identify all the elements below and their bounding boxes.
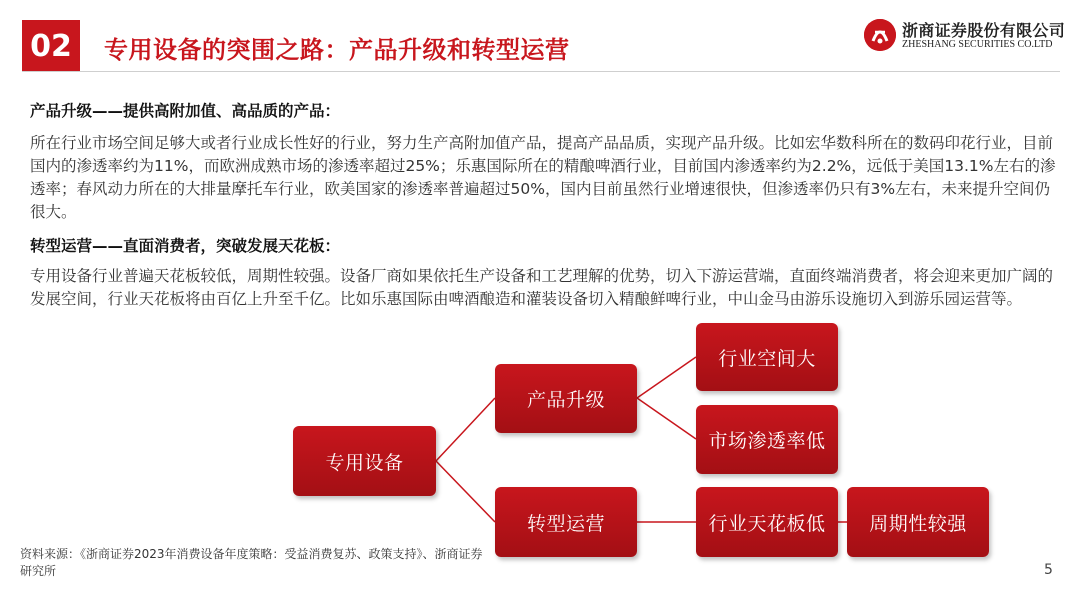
node-large-market: 行业空间大: [696, 323, 838, 391]
subtitle-product-upgrade: 产品升级——提供高附加值、高品质的产品：: [30, 102, 341, 120]
node-transformation-operation: 转型运营: [495, 487, 637, 557]
source-note: 资料来源：《浙商证券2023年消费设备年度策略：受益消费复苏、政策支持》、浙商证券研究所: [20, 547, 483, 578]
connector-root-branch2: [436, 461, 495, 522]
section-number: 02: [22, 20, 80, 72]
company-name-cn: 浙商证券股份有限公司: [902, 21, 1066, 40]
connector-root-branch1: [436, 398, 495, 461]
node-low-penetration: 市场渗透率低: [696, 405, 838, 474]
node-low-ceiling: 行业天花板低: [696, 487, 838, 557]
page-number: 5: [1044, 562, 1053, 578]
connector-branch1-leaf1: [637, 357, 696, 398]
page-title: 专用设备的突围之路：产品升级和转型运营: [104, 36, 570, 64]
paragraph-product-upgrade: 所在行业市场空间足够大或者行业成长性好的行业，努力生产高附加值产品，提高产品品质，实现产品升级。比如宏华数科所在的数码印花行业，目前国内的渗透率约为11%，而欧洲成熟市场的渗透率超过25%；乐惠国际所在的精酿啤酒行业，目前国内渗透率约为2.2%，远低于美国13.1%左右的渗透率；春风动力所在的大排量摩托车行业，欧美国家的渗透率普遍超过50%，国内目前虽然行业增速很快，但渗透率仍只有3%左右，未来提升空间仍很大。: [30, 134, 1056, 221]
connector-branch1-leaf2: [637, 398, 696, 439]
node-product-upgrade: 产品升级: [495, 364, 637, 433]
company-name-en: ZHESHANG SECURITIES CO.LTD: [902, 39, 1053, 50]
node-special-equipment: 专用设备: [293, 426, 436, 496]
paragraph-transformation: 专用设备行业普遍天花板较低，周期性较强。设备厂商如果依托生产设备和工艺理解的优势，切入下游运营端，直面终端消费者，将会迎来更加广阔的发展空间，行业天花板将由百亿上升至千亿。比如乐惠国际由啤酒酿造和灌装设备切入精酿鲜啤行业，中山金马由游乐设施切入到游乐园运营等。: [30, 267, 1054, 308]
node-strong-cyclicality: 周期性较强: [847, 487, 989, 557]
subtitle-transformation: 转型运营——直面消费者，突破发展天花板：: [30, 237, 341, 255]
